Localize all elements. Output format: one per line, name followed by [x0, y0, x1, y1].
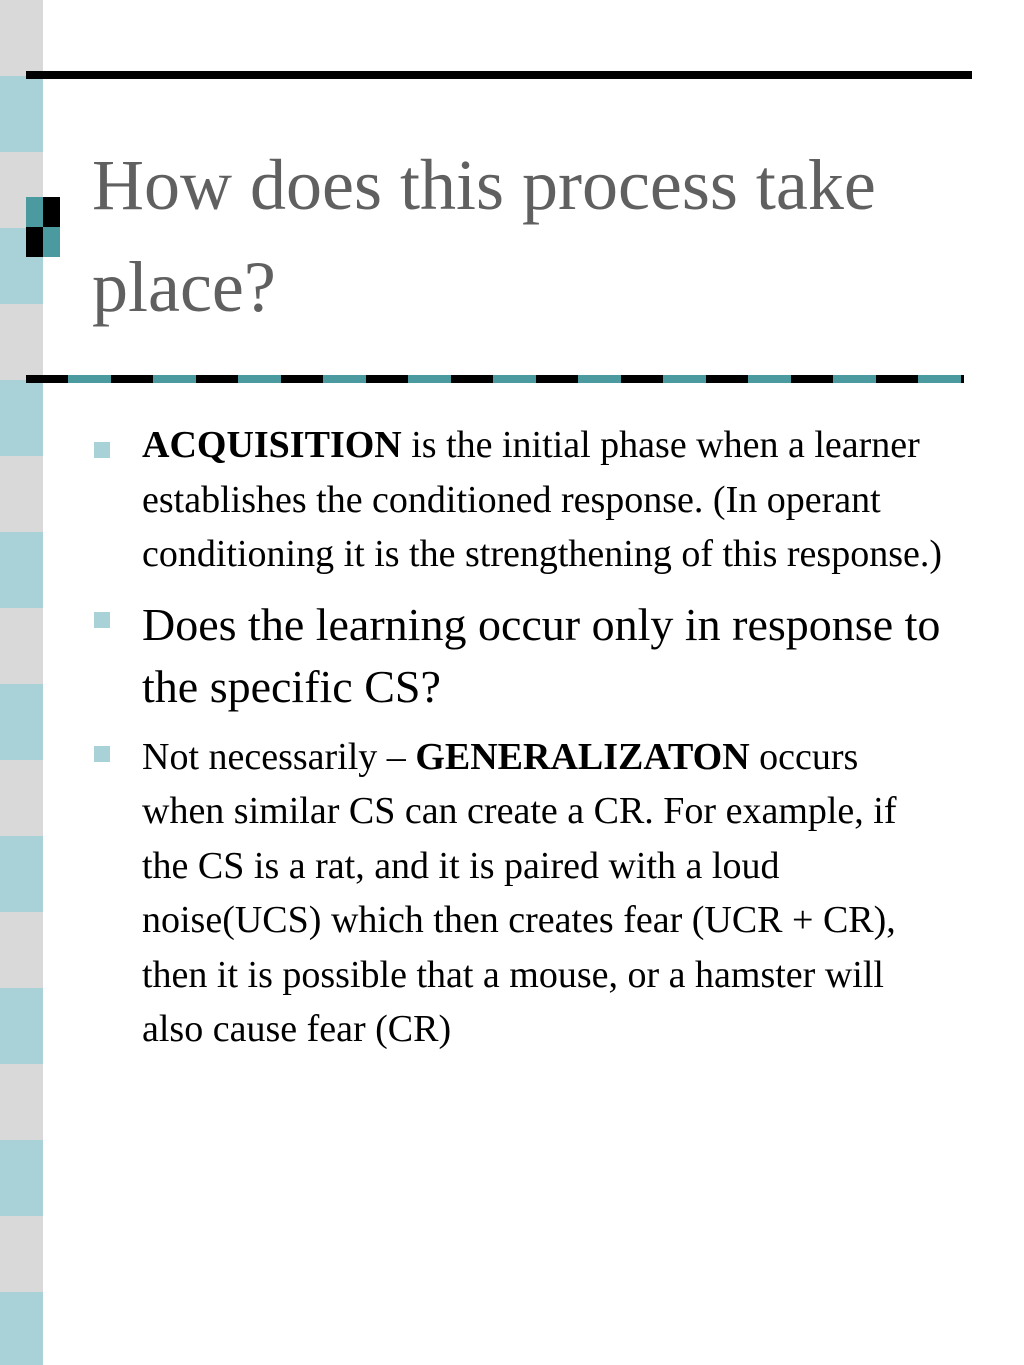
bullet-term: ACQUISITION [142, 424, 402, 466]
title-divider [26, 375, 964, 383]
bullet-item-acquisition [92, 418, 942, 582]
bullet-text: Does the learning occur only in response to the specific CS? [142, 598, 941, 712]
square-bullet-icon [94, 746, 110, 762]
bullet-text: is the initial phase when a learner establishes the conditioned response. (In operant conditioning it is the strengthening of this response.) [142, 424, 943, 575]
square-bullet-icon [94, 612, 110, 628]
bullet-item-question [92, 594, 942, 718]
bullet-term: GENERALIZATON [415, 735, 750, 778]
checker-accent-icon [26, 197, 60, 257]
bullet-prefix: Not necessarily – [142, 735, 416, 778]
top-divider [26, 71, 972, 79]
square-bullet-icon [94, 442, 110, 458]
bullet-item-generalization [92, 730, 942, 1057]
bullet-list [92, 418, 942, 1057]
slide-title: How does this process take place? [92, 145, 876, 327]
bullet-text: occurs when similar CS can create a CR. For example, if the CS is a rat, and it is paired with a loud noise(UCS) which then creates fear (UCR + CR), then it is possible that a mouse, or a hamster will also cause fear (CR) [142, 735, 897, 1050]
